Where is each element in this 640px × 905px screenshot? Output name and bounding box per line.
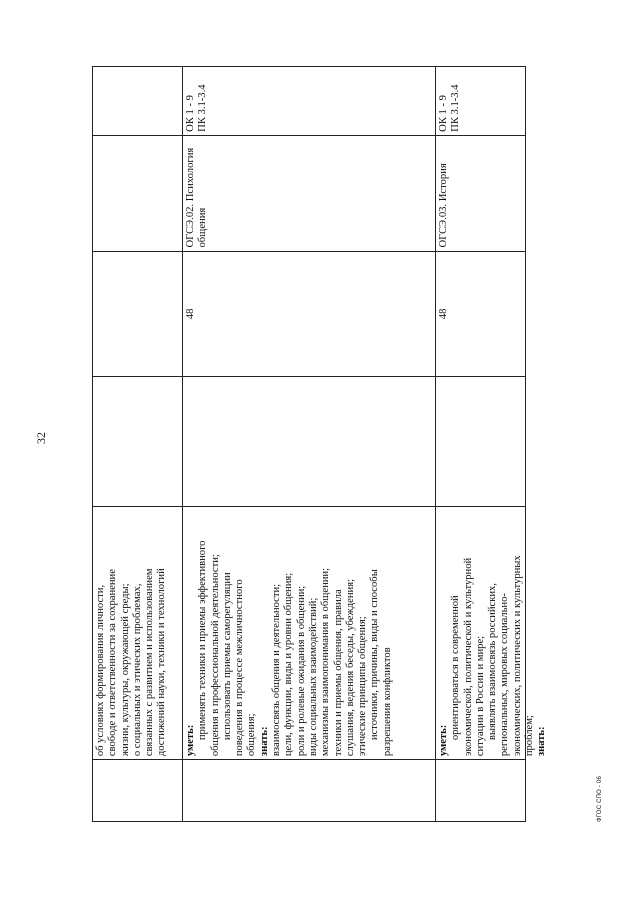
- content-line: выявлять взаимосвязь российских,: [487, 583, 499, 741]
- total-hours-cell: [436, 376, 525, 506]
- content-line: связанных с развитием и использованием: [144, 568, 156, 757]
- competency-pk: ПК 3.1-3.4: [450, 84, 462, 132]
- content-line: взаимосвязь общения и деятельности;: [271, 583, 283, 757]
- total-hours-cell: [93, 376, 182, 506]
- index-cell: [93, 759, 182, 821]
- hours-cell: [183, 251, 435, 377]
- content-line: виды социальных взаимодействий;: [307, 597, 319, 757]
- competencies-cell: [183, 67, 435, 135]
- content-line: слушания, ведения беседы, убеждения;: [344, 578, 356, 757]
- content-line: региональных, мировых социально-: [499, 593, 511, 757]
- total-hours-cell: [183, 376, 435, 506]
- disciplines-table: [92, 66, 548, 822]
- content-line: техники и приемы общения, правила: [332, 589, 344, 757]
- table-row: [436, 67, 548, 821]
- content-line: ориентироваться в современной: [450, 595, 462, 741]
- hours-value: 48: [438, 308, 449, 320]
- content-line: экономической, политической и культурной: [462, 557, 474, 757]
- content-line: общения в профессиональной деятельности;: [209, 554, 221, 757]
- content-line: общения;: [246, 713, 258, 757]
- content-line: проблем;: [524, 715, 536, 757]
- competency-ok: ОК 1 - 9: [185, 95, 196, 132]
- znat-heading: знать:: [258, 726, 270, 757]
- discipline-name: ОГСЭ.02. Психология общения: [185, 147, 209, 248]
- content-line: источники, причины, виды и способы: [369, 569, 381, 741]
- page-number: 32: [34, 432, 48, 444]
- index-cell: [436, 759, 525, 821]
- content-line: механизмы взаимопонимания в общении;: [320, 567, 332, 757]
- content-line: использовать приемы саморегуляции: [221, 572, 233, 741]
- content-line: цели, функции, виды и уровни общения;: [283, 572, 295, 757]
- discipline-name: ОГСЭ.03. История: [438, 163, 449, 248]
- content-line: об условиях формирования личности,: [95, 584, 106, 757]
- content-line: поведения в процессе межличностного: [234, 579, 246, 757]
- umet-heading: уметь:: [185, 724, 196, 757]
- discipline-cell: [93, 135, 182, 251]
- hours-cell: [436, 251, 525, 377]
- content-line: разрешения конфликтов: [381, 647, 393, 757]
- content-line: свободе и ответственности за сохранение: [107, 569, 119, 757]
- competencies-cell: [93, 67, 182, 135]
- content-cell: [93, 506, 182, 759]
- content-line: применять техники и приемы эффективного: [197, 540, 209, 741]
- document-footer: ФГОС СПО - 06: [597, 775, 603, 822]
- umet-heading: уметь:: [438, 724, 449, 757]
- competency-ok: ОК 1 - 9: [438, 95, 449, 132]
- content-line: этические принципы общения;: [357, 616, 369, 757]
- table-row: [93, 67, 183, 821]
- znat-heading: знать:: [536, 726, 548, 757]
- discipline-cell: [436, 135, 525, 251]
- content-line: о социальных и этических проблемах,: [131, 583, 143, 757]
- content-line: достижений науки, техники и технологий: [156, 568, 168, 757]
- content-cell: [183, 506, 435, 759]
- content-cell: [436, 506, 548, 759]
- hours-cell: [93, 251, 182, 377]
- discipline-cell: [183, 135, 435, 251]
- content-line: жизни, культуры, окружающей среды;: [119, 583, 131, 757]
- index-cell: [183, 759, 435, 821]
- table-row: [183, 67, 436, 821]
- hours-value: 48: [185, 308, 196, 320]
- content-line: экономических, политических и культурных: [511, 555, 523, 757]
- competency-pk: ПК 3.1-3.4: [197, 84, 209, 132]
- content-line: роли и ролевые ожидания в общении;: [295, 585, 307, 757]
- content-line: ситуации в России и мире;: [474, 635, 486, 757]
- competencies-cell: [436, 67, 525, 135]
